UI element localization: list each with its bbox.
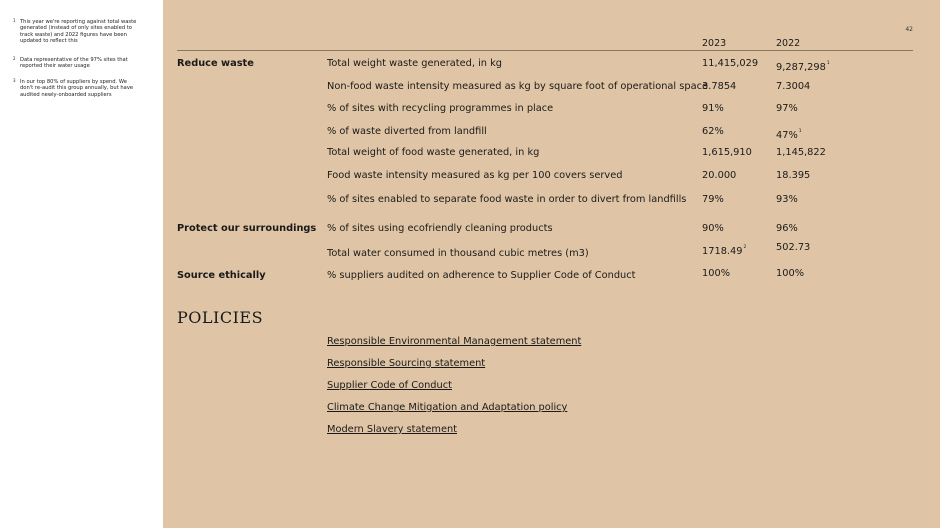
footnote-marker: 1	[826, 61, 830, 66]
year-header-2023: 2023	[702, 38, 727, 49]
value-2023: 91%	[702, 103, 724, 114]
table-row	[163, 269, 940, 283]
footnote-2	[13, 57, 138, 70]
header-divider	[177, 50, 913, 51]
value-2022-cell	[776, 57, 830, 75]
metric-label: Total water consumed in thousand cubic metres (m3)	[327, 248, 589, 259]
footnotes-panel	[0, 0, 163, 528]
value-2023: 20.000	[702, 170, 737, 181]
metric-label: % of waste diverted from landfill	[327, 126, 487, 137]
category-label: Source ethically	[177, 270, 266, 281]
footnote-number: 1	[13, 18, 16, 23]
content-panel	[163, 0, 940, 528]
footnote-text: Data representative of the 97% sites that reported their water usage	[20, 57, 128, 70]
footnote-1	[13, 19, 138, 44]
policy-link-modern-slavery[interactable]: Modern Slavery statement	[327, 424, 458, 435]
category-label: Reduce waste	[177, 58, 254, 69]
value-2022: 100%	[776, 268, 805, 279]
footnote-marker: 1	[798, 129, 802, 134]
footnote-marker: 2	[743, 245, 747, 250]
value-2022: 502.73	[776, 242, 811, 253]
footnote-number: 3	[13, 78, 16, 83]
category-label: Protect our surroundings	[177, 223, 317, 234]
metric-label: Total weight of food waste generated, in kg	[327, 147, 540, 158]
policy-link-sourcing[interactable]: Responsible Sourcing statement	[327, 358, 486, 369]
policies-heading: POLICIES	[177, 308, 264, 327]
table-row	[163, 222, 940, 236]
year-header-2022: 2022	[776, 38, 801, 49]
metric-label: % suppliers audited on adherence to Supplier Code of Conduct	[327, 270, 636, 281]
value-2022: 93%	[776, 194, 798, 205]
metric-label: % of sites enabled to separate food waste in order to divert from landfills	[327, 194, 687, 205]
metric-label: Food waste intensity measured as kg per 100 covers served	[327, 170, 623, 181]
table-row	[163, 102, 940, 116]
policy-link-environmental[interactable]: Responsible Environmental Management statement	[327, 336, 582, 347]
value-2023: 79%	[702, 194, 724, 205]
footnote-text: This year we're reporting against total waste generated (instead of only sites enabled to track waste) and 2022 figures have been updated to reflect this	[20, 19, 137, 44]
value-2022: 1,145,822	[776, 147, 826, 158]
value-2023: 62%	[702, 126, 724, 137]
value-2023: 3.7854	[702, 81, 737, 92]
value-2023: 1718.49	[702, 246, 743, 257]
footnote-number: 2	[13, 56, 16, 61]
metric-label: % of sites with recycling programmes in place	[327, 103, 554, 114]
value-2022: 96%	[776, 223, 798, 234]
table-row	[163, 169, 940, 183]
metric-label: Non-food waste intensity measured as kg by square foot of operational space	[327, 81, 709, 92]
metric-label: Total weight waste generated, in kg	[327, 58, 503, 69]
table-row	[163, 193, 940, 207]
table-row	[163, 146, 940, 160]
table-row	[163, 57, 940, 71]
policy-link-climate[interactable]: Climate Change Mitigation and Adaptation policy	[327, 402, 568, 413]
footnote-3	[13, 79, 138, 98]
table-row	[163, 80, 940, 94]
value-2022: 97%	[776, 103, 798, 114]
value-2022: 7.3004	[776, 81, 811, 92]
value-2023-cell	[702, 241, 746, 259]
table-row	[163, 242, 940, 261]
footnote-text: In our top 80% of suppliers by spend. We don't re-audit this group annually, but have audited newly-onboarded suppliers	[20, 79, 134, 98]
value-2022-cell	[776, 125, 802, 143]
value-2023: 1,615,910	[702, 147, 752, 158]
page-number: 42	[905, 26, 913, 33]
value-2022: 47%	[776, 130, 798, 141]
value-2023: 100%	[702, 268, 731, 279]
value-2023: 90%	[702, 223, 724, 234]
metric-label: % of sites using ecofriendly cleaning products	[327, 223, 553, 234]
value-2022: 9,287,298	[776, 62, 826, 73]
table-row	[163, 125, 940, 139]
value-2022: 18.395	[776, 170, 811, 181]
value-2023: 11,415,029	[702, 58, 759, 69]
policy-link-supplier-code[interactable]: Supplier Code of Conduct	[327, 380, 452, 391]
